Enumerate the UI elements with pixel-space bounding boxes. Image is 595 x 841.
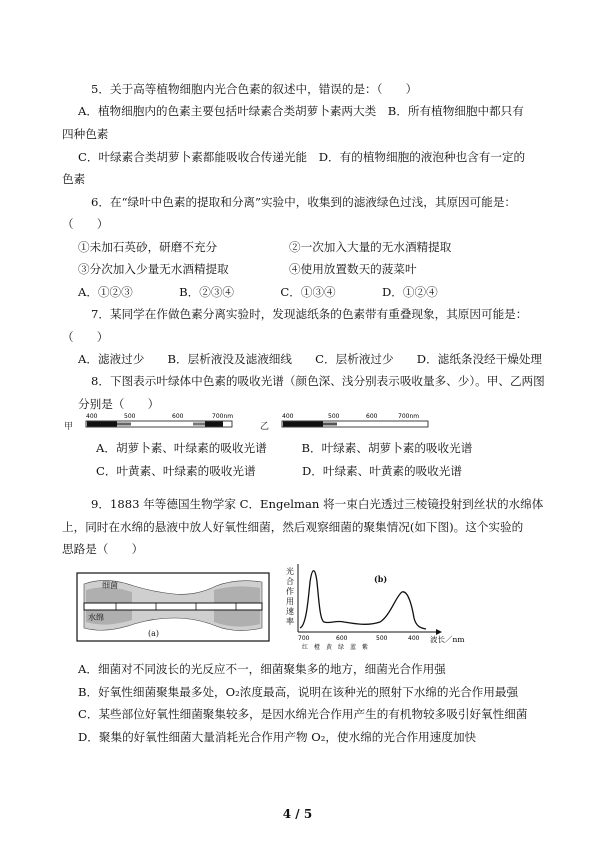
q8-stem: 8．下图表示叶绿体中色素的吸收光谱（颜色深、浅分别表示吸收量多、少）。甲、乙两图 xyxy=(91,374,545,388)
q9-fig-b-xtick-700: 700 xyxy=(298,635,310,642)
q9-fig-b-ylabel xyxy=(286,566,294,626)
q8-left-tick-500: 500 xyxy=(124,413,136,420)
svg-text:作: 作 xyxy=(286,587,294,596)
svg-text:合: 合 xyxy=(286,577,294,586)
q9-fig-b-colors: 红 橙 黄 绿 蓝 紫 xyxy=(302,644,369,651)
q6-item-1: ①未加石英砂，研磨不充分 xyxy=(78,240,218,254)
q8-left-band-red xyxy=(205,422,223,427)
q6-item-3: ③分次加入少量无水酒精提取 xyxy=(78,262,229,276)
q9-fig-b-caption: (b) xyxy=(374,574,388,584)
q9-stem: 9．1883 年等德国生物学家 C．Engelman 将一束白光透过三棱镜投射到丝状的水绵体 xyxy=(91,497,544,511)
q8-right-band-fade xyxy=(323,423,337,426)
q6-item-2: ②一次加入大量的无水酒精提取 xyxy=(289,240,452,254)
q9-fig-a-spirogyra xyxy=(84,603,262,610)
q8-left-band-fade xyxy=(117,423,131,426)
q8-stem-cont: 分别是（ ） xyxy=(78,397,160,411)
q9-option-a: A．细菌对不同波长的光反应不一，细菌聚集多的地方，细菌光合作用强 xyxy=(78,662,446,676)
q8-right-tick-600: 600 xyxy=(366,413,378,420)
svg-text:速: 速 xyxy=(286,607,294,616)
q9-option-c: C．某些部位好氧性细菌聚集较多，是因水绵光合作用产生的有机物较多吸引好氧性细菌 xyxy=(78,707,528,721)
q9-figure-a xyxy=(76,572,270,642)
q5-option-ab-cont: 四种色素 xyxy=(62,127,109,141)
q6-paren: （ ） xyxy=(62,217,109,231)
page-number: 4 / 5 xyxy=(282,807,313,821)
q8-left-band-blue xyxy=(87,422,117,427)
q8-right-tick-500: 500 xyxy=(328,413,340,420)
q8-options-ab: A．胡萝卜素、叶绿素的吸收光谱 B．叶绿素、胡萝卜素的吸收光谱 xyxy=(96,441,473,455)
q8-left-tick-400: 400 xyxy=(86,413,98,420)
q6-stem: 6．在“绿叶中色素的提取和分离”实验中，收集到的滤液绿色过浅，其原因可能是： xyxy=(91,195,517,209)
q8-spectrum-left xyxy=(86,413,233,427)
svg-text:用: 用 xyxy=(286,597,294,606)
q8-left-tick-600: 600 xyxy=(172,413,184,420)
q9-fig-b-xtick-400: 400 xyxy=(408,635,420,642)
q7-paren: （ ） xyxy=(62,330,109,344)
q8-fig-right-label: 乙 xyxy=(260,422,270,432)
q8-right-band-blue xyxy=(283,422,323,427)
svg-text:率: 率 xyxy=(286,617,294,626)
q8-fig-left-label: 甲 xyxy=(64,422,74,432)
q8-options-cd: C．叶黄素、叶绿素的吸收光谱 D．叶绿素、叶黄素的吸收光谱 xyxy=(96,464,462,478)
q5-option-cd: C．叶绿素合类胡萝卜素都能吸收合传递光能 D．有的植物细胞的液泡种也含有一定的 xyxy=(78,150,526,164)
q8-spectrum-right xyxy=(282,413,428,427)
q5-option-cd-cont: 色素 xyxy=(62,172,86,186)
q8-right-tick-400: 400 xyxy=(282,413,294,420)
q6-options: A．①②③ B．②③④ C．①③④ D．①②④ xyxy=(78,285,438,299)
q9-stem-cont1: 上，同时在水绵的悬液中放人好氧性细菌，然后观察细菌的聚集情况(如下图)。这个实验的 xyxy=(62,520,524,534)
q8-left-band-orange xyxy=(193,423,205,426)
q9-fig-a-label-bacteria: 细菌 xyxy=(102,581,118,590)
q9-fig-a-label-spirogyra: 水绵 xyxy=(88,613,104,622)
q8-spectrum-figure xyxy=(60,409,520,433)
q9-option-d: D．聚集的好氧性细菌大量消耗光合作用产物 O₂，使水绵的光合作用速度加快 xyxy=(78,730,477,744)
q5-option-ab: A．植物细胞内的色素主要包括叶绿素合类胡萝卜素两大类 B．所有植物细胞中都只有 xyxy=(78,104,524,118)
q9-fig-b-xtick-500: 500 xyxy=(376,635,388,642)
q9-fig-b-curve xyxy=(300,571,426,629)
q6-item-4: ④使用放置数天的菠菜叶 xyxy=(289,262,417,276)
q5-stem: 5．关于高等植物细胞内光合色素的叙述中，错误的是：（ ） xyxy=(91,82,418,96)
q7-options: A．滤液过少 B．层析液没及滤液细线 C．层析液过少 D．滤纸条没经干燥处理 xyxy=(78,352,543,366)
q9-fig-a-caption: (a) xyxy=(148,629,160,638)
q9-option-b: B．好氧性细菌聚集最多处，O₂浓度最高，说明在该种光的照射下水绵的光合作用最强 xyxy=(78,685,519,699)
q7-stem: 7．某同学在作做色素分离实验时，发现滤纸条的色素带有重叠现象，其原因可能是： xyxy=(91,307,528,321)
q9-figure-b xyxy=(284,562,504,654)
q8-left-tick-700: 700nm xyxy=(212,413,234,420)
svg-text:光: 光 xyxy=(286,567,294,576)
q8-right-tick-700: 700nm xyxy=(398,413,420,420)
q9-fig-b-xtick-600: 600 xyxy=(336,635,348,642)
q9-stem-cont2: 思路是（ ） xyxy=(62,542,144,556)
q9-fig-b-xlabel: 波长／nm xyxy=(430,635,465,644)
